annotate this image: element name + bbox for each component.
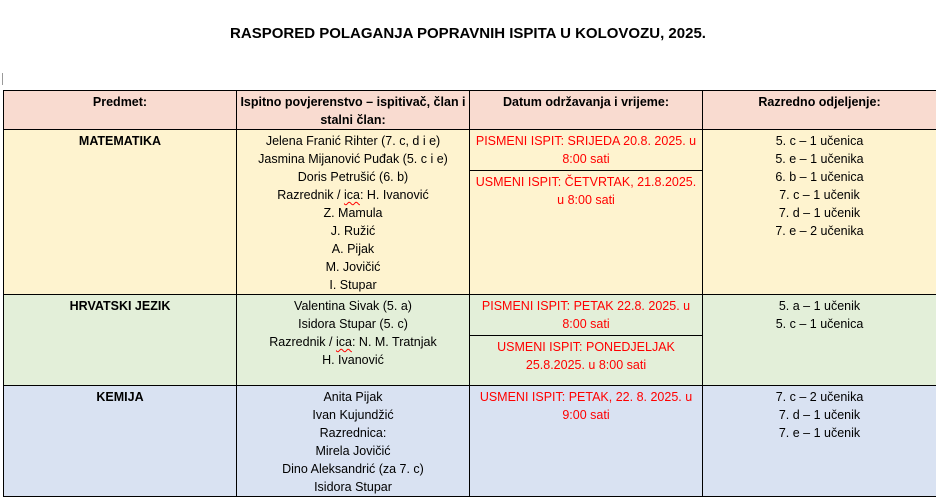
committee-member: Isidora Stupar (5. c) (237, 315, 469, 333)
header-class: Razredno odjeljenje: (703, 91, 936, 130)
subject-label: HRVATSKI JEZIK (4, 297, 236, 315)
text-cursor-mark (2, 73, 3, 85)
committee-member: Mirela Jovičić (237, 442, 469, 460)
class-entry: 5. a – 1 učenik (703, 297, 936, 315)
subject-cell (4, 130, 237, 295)
committee-cell (237, 130, 470, 295)
class-teacher-prefix: Razrednik / (277, 188, 344, 202)
written-exam-date: PISMENI ISPIT: SRIJEDA 20.8. 2025. u 8:00 sati (470, 130, 702, 171)
class-entry: 5. e – 1 učenika (703, 150, 936, 168)
committee-cell (237, 295, 470, 386)
committee-member: J. Ružić (237, 222, 469, 240)
class-teacher-name: : N. M. Tratnjak (352, 335, 437, 349)
oral-exam-date: USMENI ISPIT: PONEDJELJAK 25.8.2025. u 8:00 sati (470, 336, 702, 376)
subject-cell (4, 386, 237, 497)
subject-cell (4, 295, 237, 386)
table-row-hrvatski-jezik (4, 295, 936, 386)
committee-member: Razrednica: (237, 424, 469, 442)
date-cell (470, 386, 703, 497)
class-cell (703, 386, 936, 497)
spellcheck-word: ica (336, 335, 352, 349)
class-entry: 7. c – 2 učenika (703, 388, 936, 406)
class-teacher-prefix: Razrednik / (269, 335, 336, 349)
committee-member: H. Ivanović (237, 351, 469, 369)
table-row-matematika (4, 130, 936, 295)
class-entry: 6. b – 1 učenica (703, 168, 936, 186)
class-entry: 5. c – 1 učenica (703, 315, 936, 333)
oral-exam-date: USMENI ISPIT: ČETVRTAK, 21.8.2025. u 8:00 sati (470, 171, 702, 211)
spellcheck-word: ica (344, 188, 360, 202)
committee-member: Jelena Franić Rihter (7. c, d i e) (237, 132, 469, 150)
committee-member: A. Pijak (237, 240, 469, 258)
committee-member: Anita Pijak (237, 388, 469, 406)
class-teacher-name: : H. Ivanović (360, 188, 429, 202)
date-cell (470, 130, 703, 295)
subject-label: KEMIJA (4, 388, 236, 406)
committee-member: Dino Aleksandrić (za 7. c) (237, 460, 469, 478)
table-header-row (4, 91, 936, 130)
header-committee: Ispitno povjerenstvo – ispitivač, član i stalni član: (237, 91, 470, 130)
class-entry: 5. c – 1 učenica (703, 132, 936, 150)
class-entry: 7. e – 2 učenika (703, 222, 936, 240)
committee-member: Jasmina Mijanović Puđak (5. c i e) (237, 150, 469, 168)
committee-cell (237, 386, 470, 497)
class-cell (703, 295, 936, 386)
committee-member: Valentina Sivak (5. a) (237, 297, 469, 315)
class-entry: 7. d – 1 učenik (703, 406, 936, 424)
committee-member: M. Jovičić (237, 258, 469, 276)
header-date: Datum održavanja i vrijeme: (470, 91, 703, 130)
table-row-kemija (4, 386, 936, 497)
committee-member (237, 333, 469, 351)
class-entry: 7. e – 1 učenik (703, 424, 936, 442)
committee-member: Doris Petrušić (6. b) (237, 168, 469, 186)
date-cell (470, 295, 703, 386)
committee-member: Z. Mamula (237, 204, 469, 222)
subject-label: MATEMATIKA (4, 132, 236, 150)
committee-member (237, 186, 469, 204)
oral-exam-date: USMENI ISPIT: PETAK, 22. 8. 2025. u 9:00 sati (470, 386, 702, 426)
page-title: RASPORED POLAGANJA POPRAVNIH ISPITA U KOLOVOZU, 2025. (0, 25, 936, 42)
committee-member: I. Stupar (237, 276, 469, 294)
class-cell (703, 130, 936, 295)
exam-schedule-table (3, 90, 936, 497)
header-subject: Predmet: (4, 91, 237, 130)
committee-member: Isidora Stupar (237, 478, 469, 496)
class-entry: 7. d – 1 učenik (703, 204, 936, 222)
class-entry: 7. c – 1 učenik (703, 186, 936, 204)
committee-member: Ivan Kujundžić (237, 406, 469, 424)
written-exam-date: PISMENI ISPIT: PETAK 22.8. 2025. u 8:00 sati (470, 295, 702, 336)
